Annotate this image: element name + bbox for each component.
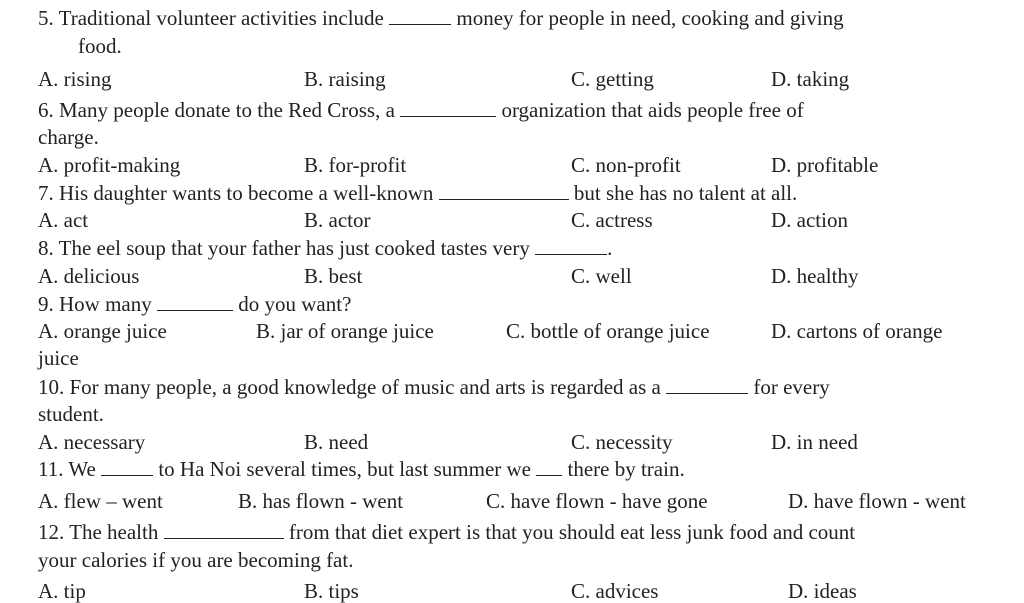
q10-option-d[interactable]: D. in need bbox=[771, 430, 858, 454]
q9-option-b[interactable]: B. jar of orange juice bbox=[256, 319, 434, 343]
q9-stem: 9. How many do you want? bbox=[38, 292, 352, 316]
q11-option-a[interactable]: A. flew – went bbox=[38, 489, 163, 513]
q6-option-b[interactable]: B. for-profit bbox=[304, 153, 407, 177]
q8-option-b[interactable]: B. best bbox=[304, 264, 363, 288]
answer-blank[interactable] bbox=[157, 296, 233, 311]
q6-option-a[interactable]: A. profit-making bbox=[38, 153, 181, 177]
q10-option-a[interactable]: A. necessary bbox=[38, 430, 146, 454]
answer-blank[interactable] bbox=[101, 461, 153, 476]
q5-option-d[interactable]: D. taking bbox=[771, 67, 850, 91]
q10-stem-cont: student. bbox=[38, 402, 104, 426]
q11-stem: 11. We to Ha Noi several times, but last summer we there by train. bbox=[38, 457, 685, 481]
q5-stem: 5. Traditional volunteer activities include money for people in need, cooking and giving bbox=[38, 6, 844, 30]
answer-blank[interactable] bbox=[536, 461, 562, 476]
q6-option-c[interactable]: C. non-profit bbox=[571, 153, 681, 177]
q12-option-d[interactable]: D. ideas bbox=[788, 579, 857, 603]
q11-option-c[interactable]: C. have flown - have gone bbox=[486, 489, 708, 513]
q9-option-d-cont: juice bbox=[38, 346, 79, 370]
answer-blank[interactable] bbox=[389, 10, 451, 25]
q10-option-c[interactable]: C. necessity bbox=[571, 430, 673, 454]
q10-option-b[interactable]: B. need bbox=[304, 430, 369, 454]
q8-option-c[interactable]: C. well bbox=[571, 264, 632, 288]
answer-blank[interactable] bbox=[535, 240, 607, 255]
q7-option-c[interactable]: C. actress bbox=[571, 208, 653, 232]
q5-option-c[interactable]: C. getting bbox=[571, 67, 654, 91]
q12-option-a[interactable]: A. tip bbox=[38, 579, 86, 603]
q5-option-b[interactable]: B. raising bbox=[304, 67, 386, 91]
q10-stem: 10. For many people, a good knowledge of music and arts is regarded as a for every bbox=[38, 375, 830, 399]
q7-stem: 7. His daughter wants to become a well-known but she has no talent at all. bbox=[38, 181, 798, 205]
q12-stem: 12. The health from that diet expert is that you should eat less junk food and count bbox=[38, 520, 856, 544]
q8-option-a[interactable]: A. delicious bbox=[38, 264, 140, 288]
q6-stem-cont: charge. bbox=[38, 125, 99, 149]
q9-option-c[interactable]: C. bottle of orange juice bbox=[506, 319, 710, 343]
q8-stem: 8. The eel soup that your father has just cooked tastes very . bbox=[38, 236, 613, 260]
q12-option-c[interactable]: C. advices bbox=[571, 579, 659, 603]
q11-option-b[interactable]: B. has flown - went bbox=[238, 489, 404, 513]
q11-option-d[interactable]: D. have flown - went bbox=[788, 489, 966, 513]
q6-option-d[interactable]: D. profitable bbox=[771, 153, 879, 177]
answer-blank[interactable] bbox=[164, 524, 284, 539]
q12-option-b[interactable]: B. tips bbox=[304, 579, 359, 603]
q5-stem-cont: food. bbox=[78, 34, 122, 58]
answer-blank[interactable] bbox=[439, 185, 569, 200]
q7-option-b[interactable]: B. actor bbox=[304, 208, 371, 232]
q12-stem-cont: your calories if you are becoming fat. bbox=[38, 548, 354, 572]
q7-option-a[interactable]: A. act bbox=[38, 208, 89, 232]
q7-option-d[interactable]: D. action bbox=[771, 208, 848, 232]
q9-option-a[interactable]: A. orange juice bbox=[38, 319, 167, 343]
q9-option-d[interactable]: D. cartons of orange bbox=[771, 319, 943, 343]
answer-blank[interactable] bbox=[400, 102, 496, 117]
answer-blank[interactable] bbox=[666, 379, 748, 394]
q8-option-d[interactable]: D. healthy bbox=[771, 264, 859, 288]
q6-stem: 6. Many people donate to the Red Cross, a organization that aids people free of bbox=[38, 98, 804, 122]
q5-option-a[interactable]: A. rising bbox=[38, 67, 112, 91]
